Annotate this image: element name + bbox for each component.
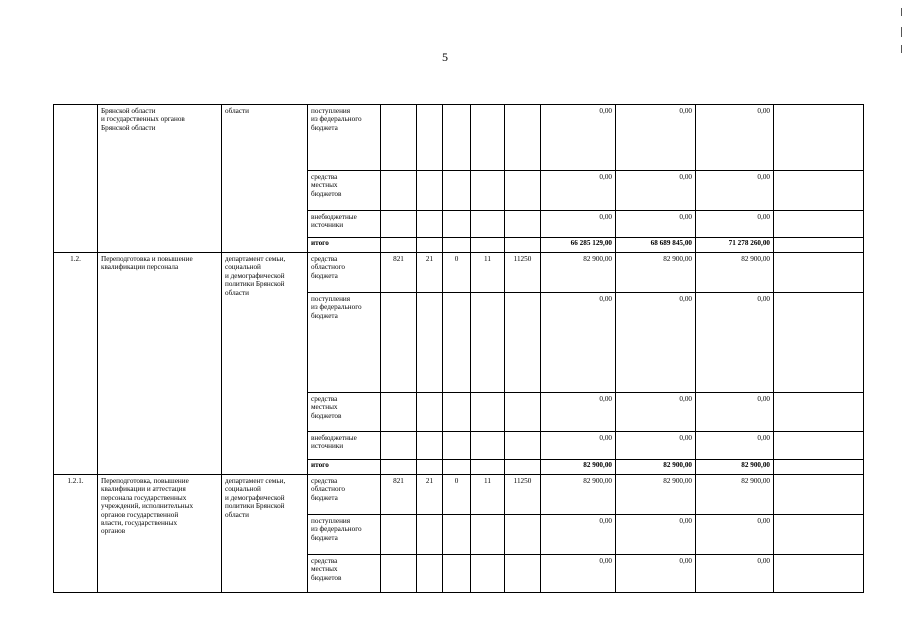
amount-year-3: 82 900,00 — [696, 253, 774, 293]
amount-year-3: 71 278 260,00 — [696, 238, 774, 253]
amount-year-2: 0,00 — [616, 171, 696, 211]
amount-year-2: 68 689 845,00 — [616, 238, 696, 253]
amount-year-3: 0,00 — [696, 211, 774, 238]
code-gr — [381, 105, 417, 171]
code-nr — [505, 171, 541, 211]
funding-source: средства областного бюджета — [308, 253, 381, 293]
code-sp — [417, 555, 443, 593]
amount-year-2: 0,00 — [616, 393, 696, 432]
code-pp — [443, 211, 471, 238]
indicator-cell — [774, 475, 864, 515]
amount-year-1: 0,00 — [541, 171, 616, 211]
amount-year-3: 0,00 — [696, 555, 774, 593]
code-gr — [381, 555, 417, 593]
code-pp — [443, 171, 471, 211]
row-number: 1.2.1. — [54, 475, 98, 593]
amount-year-2: 0,00 — [616, 211, 696, 238]
amount-year-3: 0,00 — [696, 393, 774, 432]
indicator-cell — [774, 293, 864, 393]
indicator-cell — [774, 238, 864, 253]
code-gr — [381, 171, 417, 211]
indicator-cell — [774, 515, 864, 555]
code-gr — [381, 432, 417, 460]
code-pp: 0 — [443, 475, 471, 515]
margin-mark — [901, 27, 902, 37]
executor: департамент семьи, социальной и демографической политики Брянской области — [222, 475, 308, 593]
code-sp — [417, 432, 443, 460]
indicator-cell — [774, 253, 864, 293]
code-nr — [505, 393, 541, 432]
budget-table — [53, 104, 864, 593]
indicator-cell — [774, 105, 864, 171]
code-nr: 11250 — [505, 475, 541, 515]
indicator-cell — [774, 171, 864, 211]
code-gr — [381, 238, 417, 253]
code-om: 11 — [471, 475, 505, 515]
event-name: Переподготовка и повышение квалификации персонала — [98, 253, 222, 475]
code-sp — [417, 393, 443, 432]
code-sp: 21 — [417, 253, 443, 293]
code-om — [471, 105, 505, 171]
code-nr — [505, 555, 541, 593]
indicator-cell — [774, 555, 864, 593]
page-number: 5 — [442, 50, 448, 64]
funding-source: внебюджетные источники — [308, 432, 381, 460]
amount-year-3: 0,00 — [696, 293, 774, 393]
code-sp — [417, 515, 443, 555]
amount-year-1: 82 900,00 — [541, 253, 616, 293]
code-om — [471, 238, 505, 253]
code-om — [471, 211, 505, 238]
code-nr — [505, 460, 541, 475]
amount-year-1: 0,00 — [541, 293, 616, 393]
amount-year-1: 66 285 129,00 — [541, 238, 616, 253]
code-pp — [443, 238, 471, 253]
code-om — [471, 515, 505, 555]
code-om: 11 — [471, 253, 505, 293]
amount-year-1: 0,00 — [541, 211, 616, 238]
code-pp — [443, 293, 471, 393]
amount-year-1: 0,00 — [541, 555, 616, 593]
amount-year-1: 0,00 — [541, 515, 616, 555]
code-sp — [417, 211, 443, 238]
amount-year-2: 0,00 — [616, 432, 696, 460]
code-om — [471, 555, 505, 593]
amount-year-3: 0,00 — [696, 515, 774, 555]
indicator-cell — [774, 393, 864, 432]
table-row — [54, 105, 864, 171]
funding-source: средства местных бюджетов — [308, 393, 381, 432]
row-number: 1.2. — [54, 253, 98, 475]
amount-year-1: 0,00 — [541, 432, 616, 460]
amount-year-2: 82 900,00 — [616, 253, 696, 293]
amount-year-3: 82 900,00 — [696, 475, 774, 515]
code-sp — [417, 105, 443, 171]
funding-source: средства местных бюджетов — [308, 171, 381, 211]
amount-year-3: 0,00 — [696, 432, 774, 460]
amount-year-2: 0,00 — [616, 555, 696, 593]
code-pp — [443, 393, 471, 432]
amount-year-3: 0,00 — [696, 105, 774, 171]
code-sp — [417, 238, 443, 253]
code-sp: 21 — [417, 475, 443, 515]
code-gr — [381, 460, 417, 475]
funding-source: средства областного бюджета — [308, 475, 381, 515]
code-om — [471, 293, 505, 393]
code-pp: 0 — [443, 253, 471, 293]
code-gr: 821 — [381, 253, 417, 293]
amount-year-1: 0,00 — [541, 393, 616, 432]
code-om — [471, 171, 505, 211]
code-nr — [505, 515, 541, 555]
executor: департамент семьи, социальной и демографической политики Брянской области — [222, 253, 308, 475]
code-pp — [443, 105, 471, 171]
margin-mark — [901, 8, 902, 16]
amount-year-1: 0,00 — [541, 105, 616, 171]
amount-year-3: 82 900,00 — [696, 460, 774, 475]
event-name: Переподготовка, повышение квалификации и аттестация персонала государственных учреждений, исполнительных органов государственной власти, государственных органов — [98, 475, 222, 593]
funding-source-total: итого — [308, 460, 381, 475]
amount-year-3: 0,00 — [696, 171, 774, 211]
code-gr — [381, 393, 417, 432]
row-number — [54, 105, 98, 253]
table-row — [54, 475, 864, 515]
funding-source: внебюджетные источники — [308, 211, 381, 238]
code-nr — [505, 105, 541, 171]
code-nr: 11250 — [505, 253, 541, 293]
amount-year-1: 82 900,00 — [541, 475, 616, 515]
amount-year-2: 0,00 — [616, 515, 696, 555]
code-nr — [505, 293, 541, 393]
indicator-cell — [774, 211, 864, 238]
code-pp — [443, 432, 471, 460]
amount-year-2: 0,00 — [616, 293, 696, 393]
amount-year-2: 82 900,00 — [616, 460, 696, 475]
funding-source: поступления из федерального бюджета — [308, 515, 381, 555]
funding-source: средства местных бюджетов — [308, 555, 381, 593]
amount-year-1: 82 900,00 — [541, 460, 616, 475]
code-pp — [443, 460, 471, 475]
funding-source-total: итого — [308, 238, 381, 253]
code-gr — [381, 293, 417, 393]
code-om — [471, 460, 505, 475]
amount-year-2: 0,00 — [616, 105, 696, 171]
code-gr — [381, 211, 417, 238]
indicator-cell — [774, 460, 864, 475]
code-pp — [443, 515, 471, 555]
event-name: Брянской области и государственных органов Брянской области — [98, 105, 222, 253]
table-row — [54, 253, 864, 293]
funding-source: поступления из федерального бюджета — [308, 105, 381, 171]
code-sp — [417, 460, 443, 475]
funding-source: поступления из федерального бюджета — [308, 293, 381, 393]
margin-mark — [901, 45, 902, 53]
code-gr — [381, 515, 417, 555]
code-nr — [505, 238, 541, 253]
code-sp — [417, 171, 443, 211]
code-pp — [443, 555, 471, 593]
code-sp — [417, 293, 443, 393]
code-nr — [505, 432, 541, 460]
code-gr: 821 — [381, 475, 417, 515]
amount-year-2: 82 900,00 — [616, 475, 696, 515]
indicator-cell — [774, 432, 864, 460]
code-om — [471, 432, 505, 460]
code-om — [471, 393, 505, 432]
executor: области — [222, 105, 308, 253]
code-nr — [505, 211, 541, 238]
